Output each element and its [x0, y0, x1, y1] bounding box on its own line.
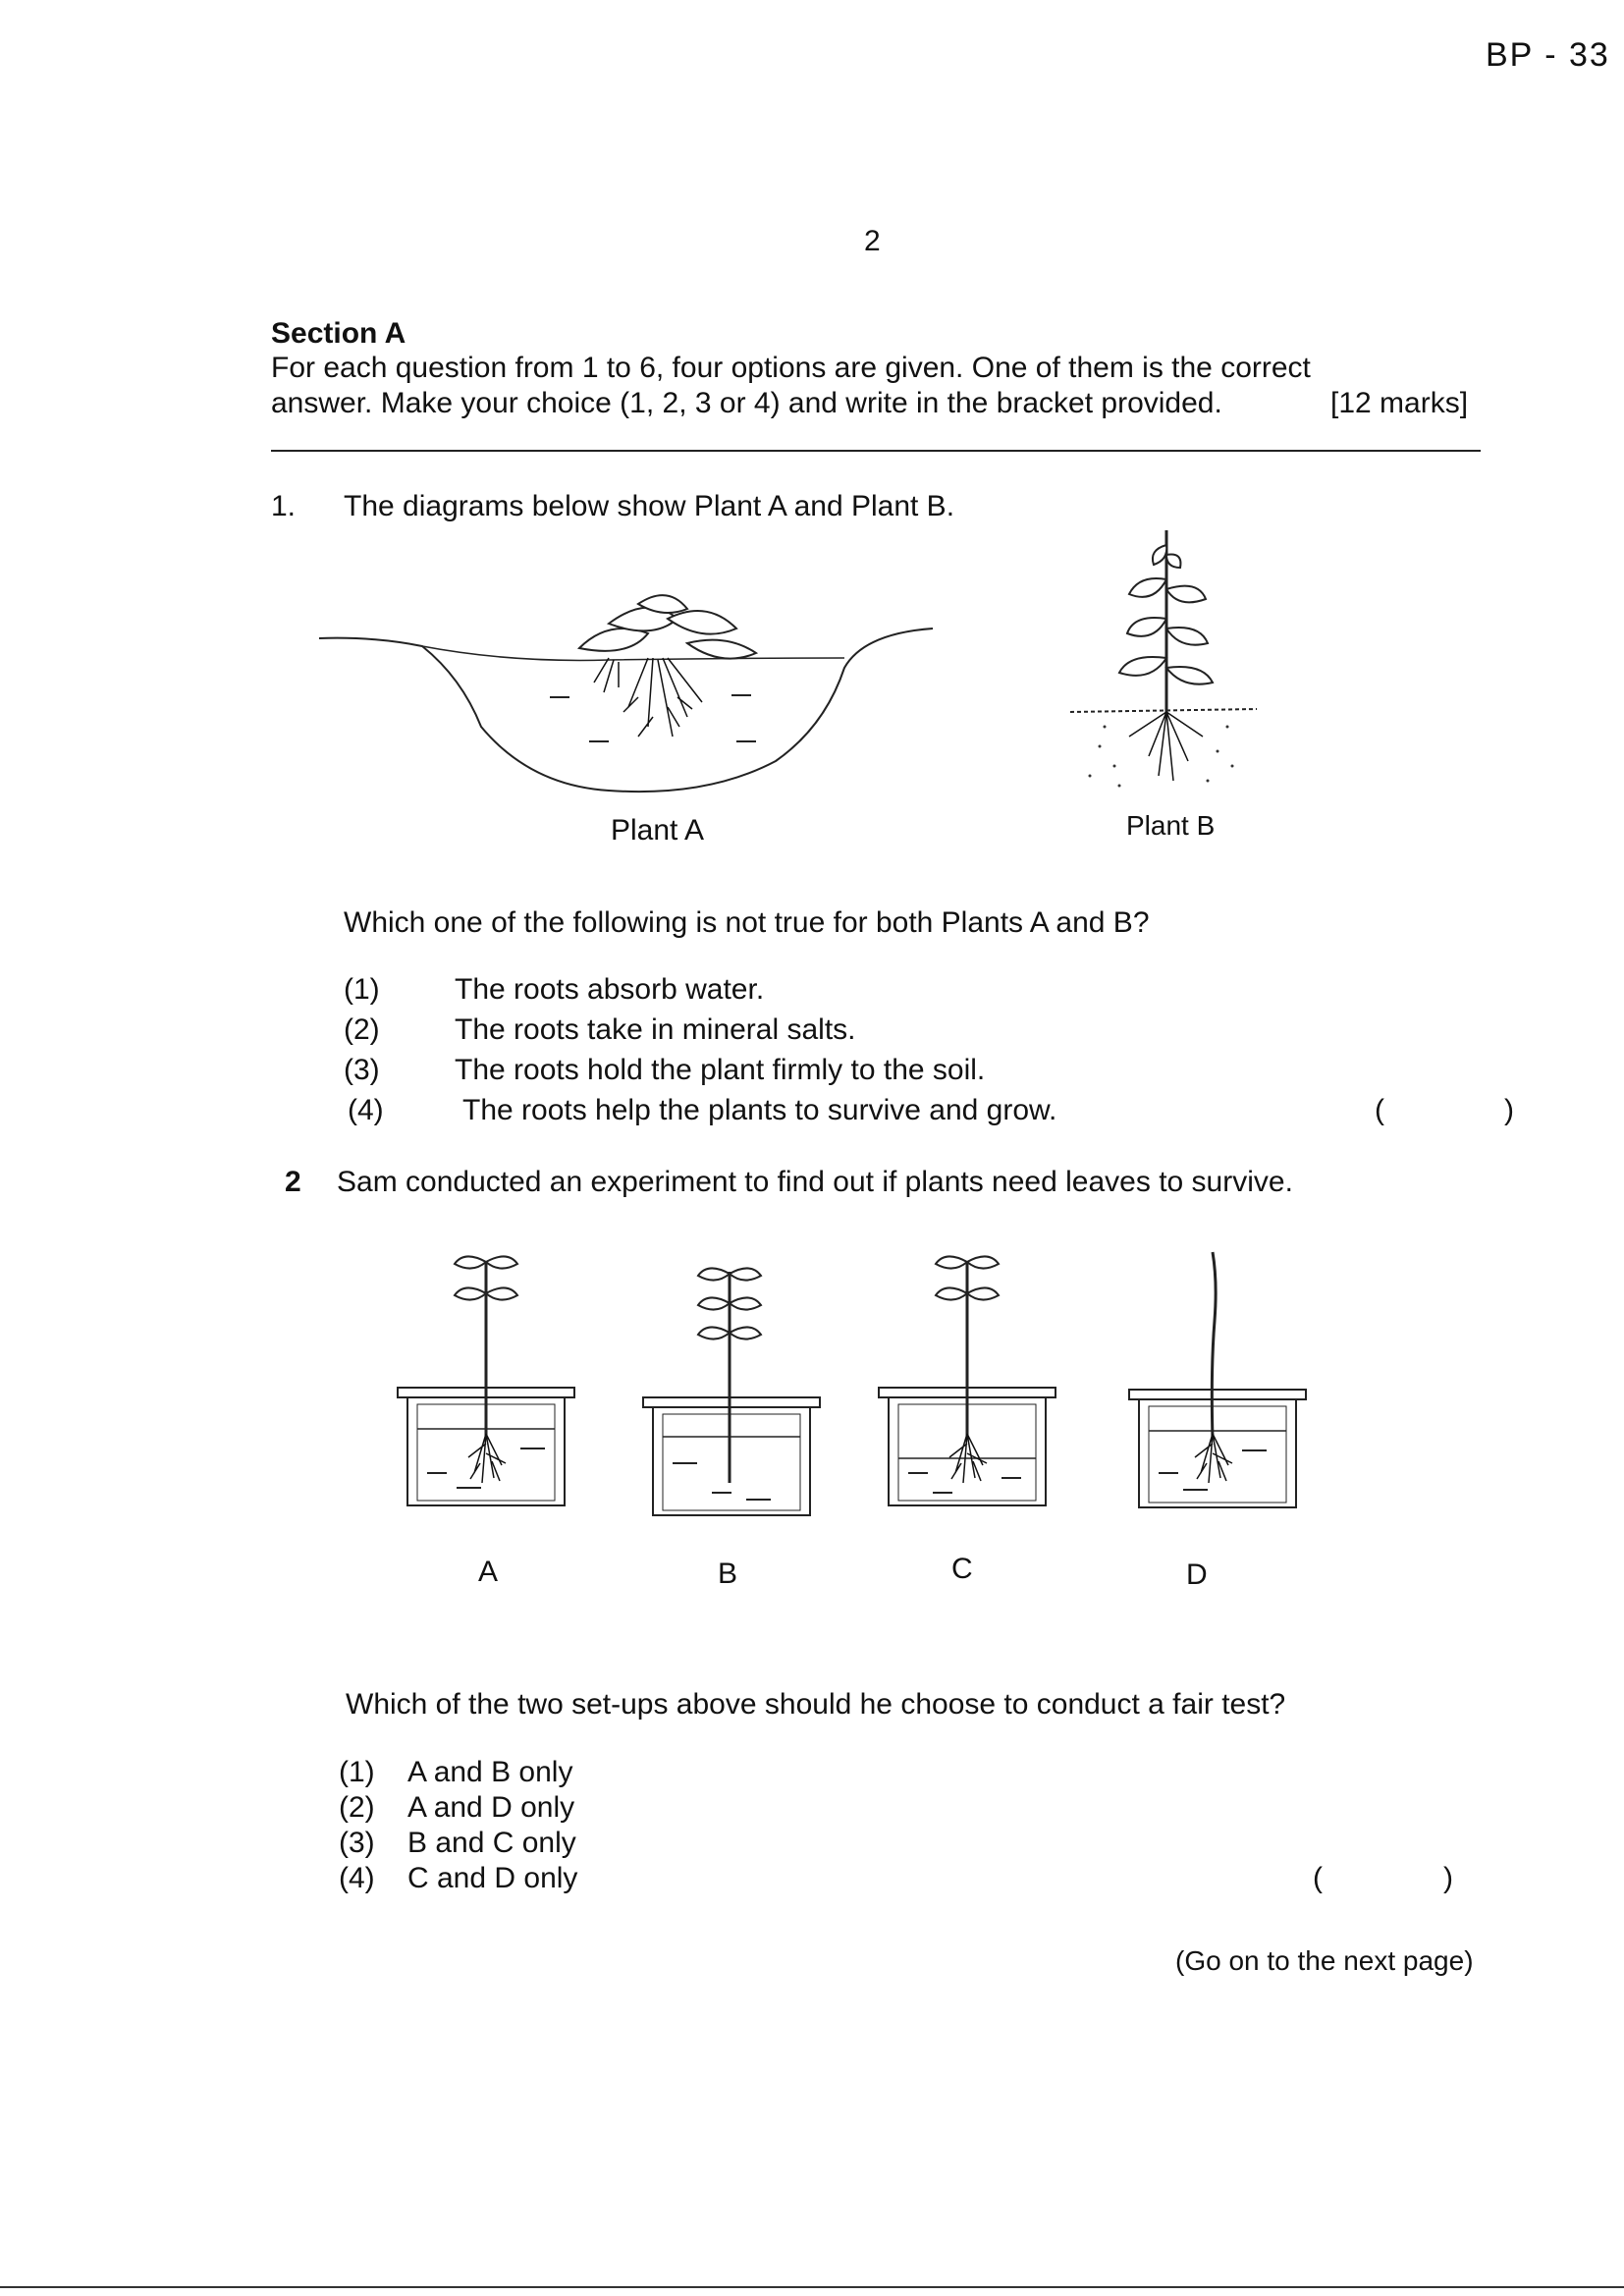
- plant-a-diagram: [314, 579, 943, 805]
- q2-answer-bracket-open: (: [1313, 1862, 1323, 1894]
- q2-option-2-num: (2): [339, 1791, 375, 1824]
- page-number: 2: [864, 225, 881, 257]
- q2-option-1-num: (1): [339, 1756, 375, 1788]
- q2-option-4-text: C and D only: [407, 1862, 578, 1894]
- q1-option-1-num: (1): [344, 973, 380, 1006]
- section-instruction-line1: For each question from 1 to 6, four options are given. One of them is the correct: [271, 352, 1311, 384]
- setup-label-d: D: [1186, 1558, 1208, 1591]
- q2-question: Which of the two set-ups above should he choose to conduct a fair test?: [346, 1688, 1286, 1721]
- q1-question: Which one of the following is not true for both Plants A and B?: [344, 906, 1150, 939]
- setups-diagram: [388, 1242, 1321, 1547]
- section-marks: [12 marks]: [1330, 387, 1469, 419]
- setup-a: [398, 1256, 574, 1505]
- section-instruction-line2: answer. Make your choice (1, 2, 3 or 4) and write in the bracket provided.: [271, 387, 1222, 419]
- q2-option-4-num: (4): [339, 1862, 375, 1894]
- q1-option-3-text: The roots hold the plant firmly to the soil.: [455, 1054, 986, 1086]
- q1-option-4-num: (4): [348, 1094, 384, 1126]
- plant-a-label: Plant A: [611, 814, 705, 847]
- section-title: Section A: [271, 317, 406, 350]
- plant-b-diagram: [1060, 520, 1267, 805]
- setup-label-c: C: [951, 1553, 973, 1585]
- q1-number: 1.: [271, 490, 297, 522]
- q2-stem: Sam conducted an experiment to find out if plants need leaves to survive.: [337, 1166, 1293, 1198]
- q1-answer-bracket-open: (: [1375, 1094, 1384, 1126]
- section-divider: [271, 450, 1481, 452]
- q1-option-2-num: (2): [344, 1013, 380, 1046]
- q2-option-1-text: A and B only: [407, 1756, 573, 1788]
- setup-label-a: A: [478, 1556, 499, 1588]
- page-code: BP - 33: [1486, 36, 1610, 74]
- setup-c: [879, 1256, 1056, 1505]
- q2-answer-bracket-close: ): [1443, 1862, 1453, 1894]
- q1-answer-bracket-close: ): [1504, 1094, 1514, 1126]
- q1-option-3-num: (3): [344, 1054, 380, 1086]
- q2-option-3-text: B and C only: [407, 1827, 576, 1859]
- bottom-rule: [0, 2286, 1624, 2288]
- q1-option-2-text: The roots take in mineral salts.: [455, 1013, 856, 1046]
- q1-option-4-text: The roots help the plants to survive and grow.: [462, 1094, 1057, 1126]
- q2-number: 2: [285, 1166, 301, 1198]
- next-page-note: (Go on to the next page): [1175, 1945, 1474, 1976]
- q1-stem: The diagrams below show Plant A and Plant B.: [344, 490, 955, 522]
- q2-option-3-num: (3): [339, 1827, 375, 1859]
- q2-option-2-text: A and D only: [407, 1791, 575, 1824]
- setup-label-b: B: [718, 1558, 738, 1590]
- q1-option-1-text: The roots absorb water.: [455, 973, 765, 1006]
- setup-d: [1129, 1252, 1306, 1507]
- setup-b: [643, 1268, 820, 1515]
- plant-b-label: Plant B: [1126, 810, 1216, 841]
